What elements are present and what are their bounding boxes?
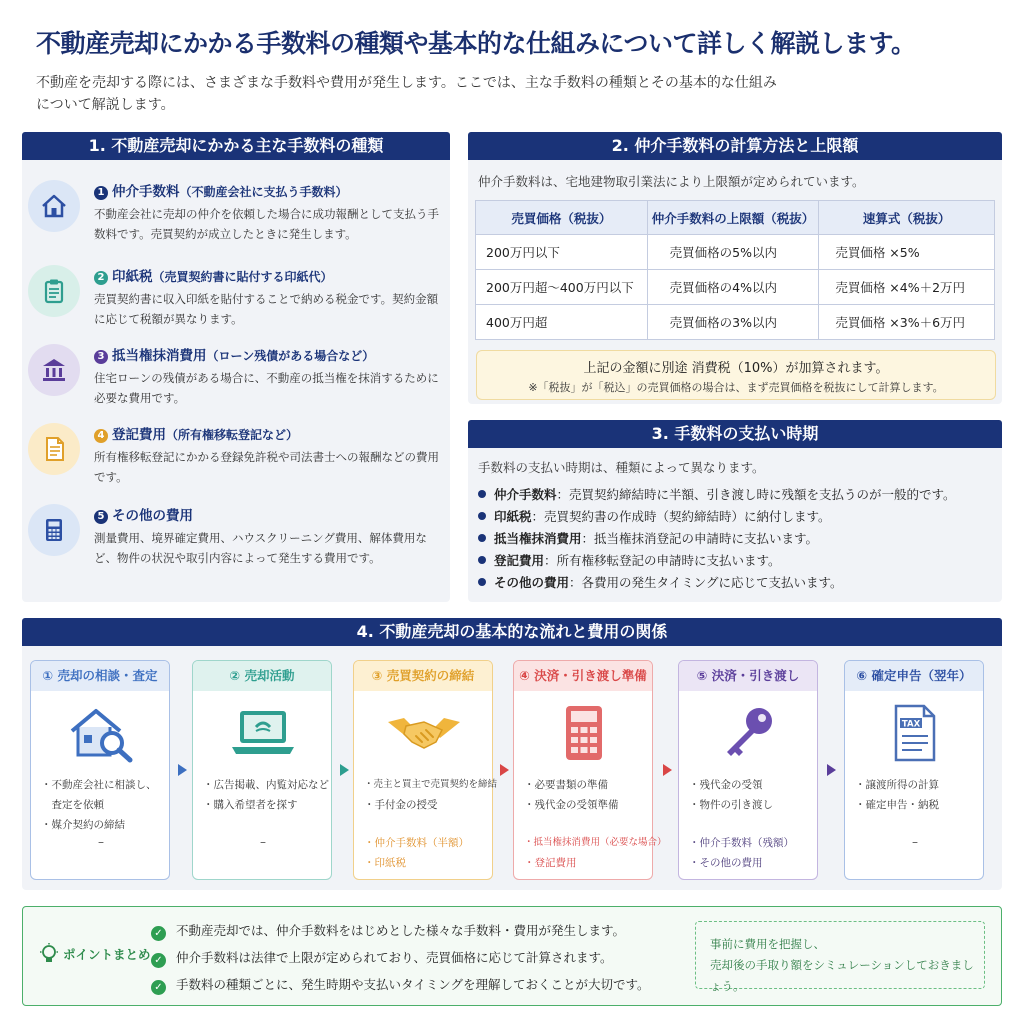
brokerage-calc-panel [468, 132, 1002, 404]
key-icon [679, 697, 819, 769]
fee-name: 仲介手数料 [112, 184, 180, 200]
point-text: 仲介手数料は法律で上限が定められており、売買価格に応じて計算されます。 [176, 950, 613, 965]
list-item [151, 917, 650, 944]
fee-item-brokerage [22, 180, 450, 250]
step-line: ・物件の引き渡し [689, 799, 773, 811]
no-fee-mark: – [912, 835, 918, 849]
fee-item-other [22, 504, 450, 574]
intro-text [36, 72, 896, 116]
table-cell: 売買価格の5%以内 [647, 235, 819, 270]
house-search-icon [31, 697, 171, 769]
section-heading: 2. 仲介手数料の計算方法と上限額 [468, 132, 1002, 160]
fee-name: 抵当権抹消費用 [112, 348, 207, 364]
step-title: ② 売却活動 [193, 661, 331, 691]
item-number: 4 [94, 429, 108, 443]
step-line: ・残代金の受領準備 [524, 799, 619, 811]
fee-subtitle: （不動産会社に支払う手数料） [179, 185, 348, 199]
step-description [41, 775, 167, 835]
table-cell: 400万円超 [476, 305, 648, 340]
flow-step-contract [353, 660, 498, 880]
clipboard-icon [28, 265, 80, 317]
flow-step-settlement-prep [513, 660, 667, 880]
fee-line: ・仲介手数料（残額） [689, 837, 794, 849]
step-line: ・購入希望者を探す [203, 799, 298, 811]
fee-types-panel [22, 132, 450, 602]
check-icon: ✓ [151, 980, 166, 995]
fee-item-registration [22, 423, 450, 493]
item-number: 3 [94, 350, 108, 364]
fee-description: 売買契約書に収入印紙を貼付することで納める税金です。契約金額に応じて税額が異なります。 [94, 292, 439, 326]
fee-description: 測量費用、境界確定費用、ハウスクリーニング費用、解体費用など、物件の状況や取引内容によって発生する費用です。 [94, 531, 427, 565]
table-cell: 売買価格 ×5% [819, 235, 995, 270]
step-description [524, 775, 650, 815]
section-lead: 仲介手数料は、宅地建物取引業法により上限額が定められています。 [478, 174, 865, 189]
calculator-icon [514, 697, 654, 769]
step-line: ・広告掲載、内覧対応など [203, 779, 329, 791]
flow-step-tax-return [844, 660, 984, 880]
fee-description: 住宅ローンの残債がある場合に、不動産の抵当権を抹消するために必要な費用です。 [94, 371, 439, 405]
step-fees [689, 833, 815, 873]
table-cell: 200万円超〜400万円以下 [476, 270, 648, 305]
no-fee-mark: – [98, 835, 104, 849]
tip-line: 売却後の手取り額をシミュレーションしておきましょう。 [710, 958, 974, 993]
bullet-icon [478, 578, 486, 586]
summary-label-text: ポイントまとめ [63, 947, 151, 962]
item-label: その他の費用 [494, 575, 570, 590]
summary-label [39, 943, 151, 965]
fee-subtitle: （ローン残債がある場合など） [206, 349, 375, 363]
step-line: ・残代金の受領 [689, 779, 763, 791]
list-item [478, 528, 956, 550]
bullet-icon [478, 556, 486, 564]
fee-subtitle: （所有権移転登記など） [166, 428, 299, 442]
house-icon [28, 180, 80, 232]
flow-arrow-icon [340, 764, 349, 776]
list-item [151, 971, 650, 998]
check-icon: ✓ [151, 926, 166, 941]
item-label: 印紙税 [494, 509, 532, 524]
table-cell: 売買価格 ×4%＋2万円 [819, 270, 995, 305]
bank-icon [28, 344, 80, 396]
flow-step-handover [678, 660, 818, 880]
check-icon: ✓ [151, 953, 166, 968]
table-row [476, 270, 995, 305]
intro-line: 不動産を売却する際には、さまざまな手数料や費用が発生します。ここでは、主な手数料の種類とその基本的な仕組み [36, 75, 777, 91]
section-lead: 手数料の支払い時期は、種類によって異なります。 [478, 460, 765, 475]
summary-points [151, 917, 650, 998]
item-label: 登記費用 [494, 553, 545, 568]
step-line: ・必要書類の準備 [524, 779, 608, 791]
fee-line: ・仲介手数料（半額） [364, 837, 469, 849]
fee-title [94, 344, 374, 364]
step-fees [524, 833, 667, 873]
flow-step-consult [30, 660, 170, 880]
step-line: ・手付金の授受 [364, 799, 438, 811]
fee-subtitle: （売買契約書に貼付する印紙代） [152, 270, 333, 284]
item-text: ：売買契約書の作成時（契約締結時）に納付します。 [531, 509, 831, 524]
step-fees [364, 833, 490, 873]
page-title: 不動産売却にかかる手数料の種類や基本的な仕組みについて詳しく解説します。 [36, 29, 916, 58]
fee-title [94, 423, 298, 443]
fee-description: 所有権移転登記にかかる登録免許税や司法書士への報酬などの費用です。 [94, 450, 439, 484]
handshake-icon [354, 697, 494, 769]
fee-line: ・印紙税 [364, 857, 406, 869]
item-number: 2 [94, 271, 108, 285]
table-row [476, 235, 995, 270]
table-cell: 200万円以下 [476, 235, 648, 270]
fee-name: 登記費用 [112, 427, 166, 443]
point-text: 不動産売却では、仲介手数料をはじめとした様々な手数料・費用が発生します。 [176, 923, 626, 938]
item-label: 仲介手数料 [494, 487, 557, 502]
step-title: ① 売却の相談・査定 [31, 661, 169, 691]
no-fee-mark: – [260, 835, 266, 849]
step-title: ⑤ 決済・引き渡し [679, 661, 817, 691]
fee-title [94, 180, 348, 200]
item-number: 1 [94, 186, 108, 200]
flow-arrow-icon [500, 764, 509, 776]
document-icon [28, 423, 80, 475]
payment-timing-panel [468, 420, 1002, 602]
step-title: ④ 決済・引き渡し準備 [514, 661, 652, 691]
fee-description: 不動産会社に売却の仲介を依頼した場合に成功報酬として支払う手数料です。売買契約が成立したときに発生します。 [94, 207, 439, 241]
step-description [855, 775, 981, 815]
tip-line: 事前に費用を把握し、 [710, 937, 825, 951]
fee-name: その他の費用 [112, 508, 193, 524]
list-item [478, 484, 956, 506]
step-description [364, 775, 498, 815]
tax-note: 上記の金額に別途 消費税（10%）が加算されます。 [583, 361, 889, 376]
column-header: 速算式（税抜） [819, 201, 995, 235]
fee-line: ・抵当権抹消費用（必要な場合） [524, 837, 667, 848]
sale-flow-panel [22, 618, 1002, 890]
list-item [478, 506, 956, 528]
step-line: ・不動産会社に相談し、 [41, 779, 157, 791]
step-title: ⑥ 確定申告（翌年） [845, 661, 983, 691]
flow-step-marketing [192, 660, 332, 880]
step-line: ・媒介契約の締結 [41, 819, 125, 831]
step-line: ・売主と買主で売買契約を締結 [364, 779, 498, 790]
item-text: ：抵当権抹消登記の申請時に支払います。 [581, 531, 819, 546]
calculator-icon [28, 504, 80, 556]
tip-box [695, 921, 985, 993]
fee-line: ・その他の費用 [689, 857, 763, 869]
flow-arrow-icon [178, 764, 187, 776]
svg-text:TAX: TAX [901, 719, 921, 730]
bullet-icon [478, 534, 486, 542]
flow-arrow-icon [827, 764, 836, 776]
table-header-row [476, 201, 995, 235]
tax-note-box [476, 350, 996, 400]
fee-name: 印紙税 [112, 269, 153, 285]
step-title: ③ 売買契約の締結 [354, 661, 492, 691]
list-item [478, 572, 956, 594]
intro-line: について解説します。 [36, 97, 175, 113]
fee-line: ・登記費用 [524, 857, 577, 869]
fee-title [94, 504, 193, 524]
fee-rate-table [475, 200, 995, 340]
list-item [478, 550, 956, 572]
item-number: 5 [94, 510, 108, 524]
table-row [476, 305, 995, 340]
bullet-icon [478, 490, 486, 498]
table-cell: 売買価格の4%以内 [647, 270, 819, 305]
flow-arrow-icon [663, 764, 672, 776]
step-description [203, 775, 329, 815]
item-text: ：売買契約締結時に半額、引き渡し時に残額を支払うのが一般的です。 [556, 487, 956, 502]
section-heading: 3. 手数料の支払い時期 [468, 420, 1002, 448]
table-cell: 売買価格の3%以内 [647, 305, 819, 340]
fee-item-mortgage-cancel [22, 344, 450, 414]
point-text: 手数料の種類ごとに、発生時期や支払いタイミングを理解しておくことが大切です。 [176, 977, 650, 992]
column-header: 売買価格（税抜） [476, 201, 648, 235]
step-line: ・確定申告・納税 [855, 799, 939, 811]
list-item [151, 944, 650, 971]
payment-timing-list [478, 484, 956, 594]
step-line: ・譲渡所得の計算 [855, 779, 939, 791]
fee-item-stamp-tax [22, 265, 450, 335]
fee-title [94, 265, 333, 285]
item-text: ：所有権移転登記の申請時に支払います。 [544, 553, 781, 568]
tax-document-icon [845, 697, 985, 769]
item-text: ：各費用の発生タイミングに応じて支払います。 [569, 575, 843, 590]
tax-note-sub: ※「税抜」が「税込」の売買価格の場合は、まず売買価格を税抜にして計算します。 [528, 381, 944, 394]
bullet-icon [478, 512, 486, 520]
summary-box [22, 906, 1002, 1006]
step-description [689, 775, 815, 815]
section-heading: 1. 不動産売却にかかる主な手数料の種類 [22, 132, 450, 160]
laptop-icon [193, 697, 333, 769]
item-label: 抵当権抹消費用 [494, 531, 582, 546]
table-cell: 売買価格 ×3%＋6万円 [819, 305, 995, 340]
section-heading: 4. 不動産売却の基本的な流れと費用の関係 [22, 618, 1002, 646]
step-line: 査定を依頼 [41, 799, 104, 811]
lightbulb-icon [39, 943, 59, 965]
column-header: 仲介手数料の上限額（税抜） [647, 201, 819, 235]
